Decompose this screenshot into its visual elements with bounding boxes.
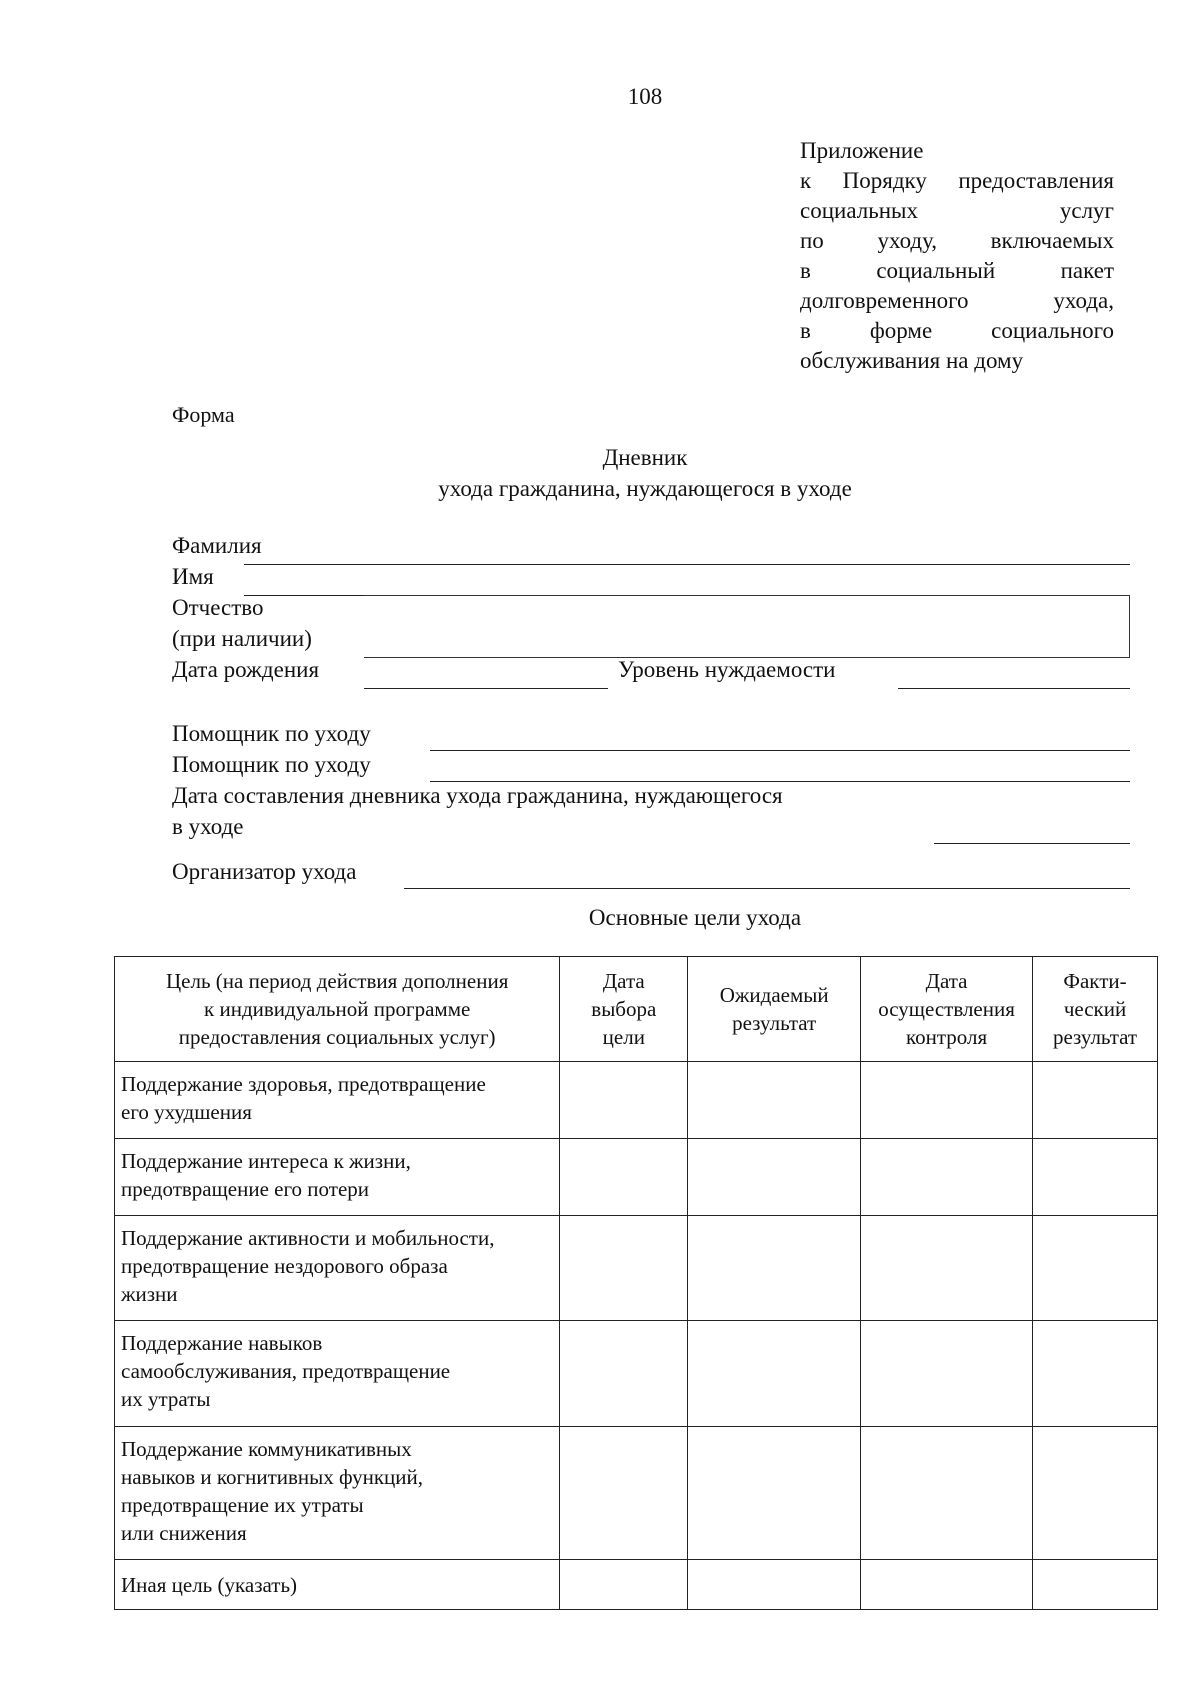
goal-line: предотвращение его потери [121,1177,370,1201]
header-line: контроля [905,1025,988,1049]
diary-date-label: Дата составления дневника ухода гражданина, нуждающегося [172,783,783,808]
selection-date-cell[interactable] [560,1427,688,1560]
selection-date-cell[interactable] [560,1321,688,1427]
header-selection-date [560,957,688,1062]
goal-cell [115,1427,560,1560]
appendix-line: обслуживания на дому [800,348,1024,373]
goal-cell [115,1560,560,1610]
goal-line: Поддержание активности и мобильности, [121,1226,495,1250]
header-line: к индивидуальной программе [204,997,471,1021]
table-row [115,1062,1158,1139]
actual-result-cell[interactable] [1033,1062,1158,1139]
header-line: результат [732,1011,817,1035]
table-row [115,1560,1158,1610]
appendix-line: к Порядку предоставления [800,168,1114,193]
goal-line: Поддержание интереса к жизни, [121,1149,411,1173]
care-goals-table [114,956,1158,1610]
header-expected-result [688,957,861,1062]
care-assistant-2-label: Помощник по уходу [172,752,371,777]
expected-result-cell[interactable] [688,1560,861,1610]
selection-date-cell[interactable] [560,1139,688,1216]
control-date-cell[interactable] [861,1062,1033,1139]
control-date-cell[interactable] [861,1427,1033,1560]
care-organizer-field[interactable] [404,888,1130,889]
care-organizer-label: Организатор ухода [172,859,357,884]
goal-line: или снижения [121,1521,247,1545]
header-control-date [861,957,1033,1062]
goal-line: Поддержание коммуникативных [121,1437,412,1461]
table-row [115,1321,1158,1427]
control-date-cell[interactable] [861,1321,1033,1427]
patronymic-label: Отчество [172,595,264,620]
page-number: 108 [627,84,663,109]
goal-line: Иная цель (указать) [121,1572,298,1597]
diary-date-field[interactable] [934,843,1130,844]
surname-label: Фамилия [172,533,262,558]
selection-date-cell[interactable] [560,1062,688,1139]
actual-result-cell[interactable] [1033,1216,1158,1321]
expected-result-cell[interactable] [688,1139,861,1216]
expected-result-cell[interactable] [688,1062,861,1139]
appendix-line: по уходу, включаемых [800,228,1114,253]
surname-field[interactable] [244,564,1130,565]
appendix-block [800,136,1114,376]
header-line: ческий [1063,997,1127,1021]
header-goal [115,957,560,1062]
expected-result-cell[interactable] [688,1216,861,1321]
appendix-line: Приложение [800,138,924,163]
actual-result-cell[interactable] [1033,1427,1158,1560]
expected-result-cell[interactable] [688,1427,861,1560]
header-line: Дата [602,969,645,993]
appendix-line: в форме социального [800,318,1114,343]
selection-date-cell[interactable] [560,1216,688,1321]
actual-result-cell[interactable] [1033,1321,1158,1427]
appendix-line: долговременного ухода, [800,288,1114,313]
goal-line: Поддержание навыков [121,1331,323,1355]
goal-line: жизни [121,1282,178,1306]
table-row [115,1139,1158,1216]
goal-line: самообслуживания, предотвращение [121,1359,451,1383]
birth-date-field[interactable] [364,688,608,689]
goal-cell [115,1321,560,1427]
control-date-cell[interactable] [861,1139,1033,1216]
document-title: Дневник [602,445,688,470]
header-line: Ожидаемый [719,983,829,1007]
birth-date-label: Дата рождения [172,657,320,682]
table-row [115,1216,1158,1321]
header-line: предоставления социальных услуг) [178,1025,496,1049]
document-subtitle: ухода гражданина, нуждающегося в уходе [438,476,852,501]
header-line: Факти- [1063,969,1127,993]
table-header-row [115,957,1158,1062]
name-label: Имя [172,564,214,589]
care-assistant-1-field[interactable] [430,750,1130,751]
appendix-line: социальных услуг [800,198,1114,223]
section-title: Основные цели ухода [588,905,802,930]
header-line: выбора [591,997,657,1021]
goal-line: навыков и когнитивных функций, [121,1465,424,1489]
goal-cell [115,1216,560,1321]
header-actual-result [1033,957,1158,1062]
header-line: Дата [925,969,968,993]
goal-line: предотвращение нездорового образа [121,1254,448,1278]
patronymic-field[interactable] [364,595,1130,658]
actual-result-cell[interactable] [1033,1560,1158,1610]
table-row [115,1427,1158,1560]
expected-result-cell[interactable] [688,1321,861,1427]
need-level-field[interactable] [898,688,1130,689]
need-level-label: Уровень нуждаемости [618,657,836,682]
appendix-line: в социальный пакет [800,258,1114,283]
header-line: Цель (на период действия дополнения [166,969,509,993]
goal-cell [115,1139,560,1216]
selection-date-cell[interactable] [560,1560,688,1610]
goal-line: его ухудшения [121,1100,252,1124]
goal-line: Поддержание здоровья, предотвращение [121,1072,486,1096]
patronymic-note-label: (при наличии) [172,626,312,651]
header-line: осуществления [878,997,1015,1021]
care-assistant-1-label: Помощник по уходу [172,721,371,746]
form-label: Форма [172,402,235,427]
goal-line: предотвращение их утраты [121,1493,364,1517]
goal-cell [115,1062,560,1139]
actual-result-cell[interactable] [1033,1139,1158,1216]
goal-line: их утраты [121,1387,211,1411]
control-date-cell[interactable] [861,1216,1033,1321]
header-line: цели [602,1025,645,1049]
control-date-cell[interactable] [861,1560,1033,1610]
header-line: результат [1052,1025,1138,1049]
diary-date-label-cont: в уходе [172,814,244,839]
